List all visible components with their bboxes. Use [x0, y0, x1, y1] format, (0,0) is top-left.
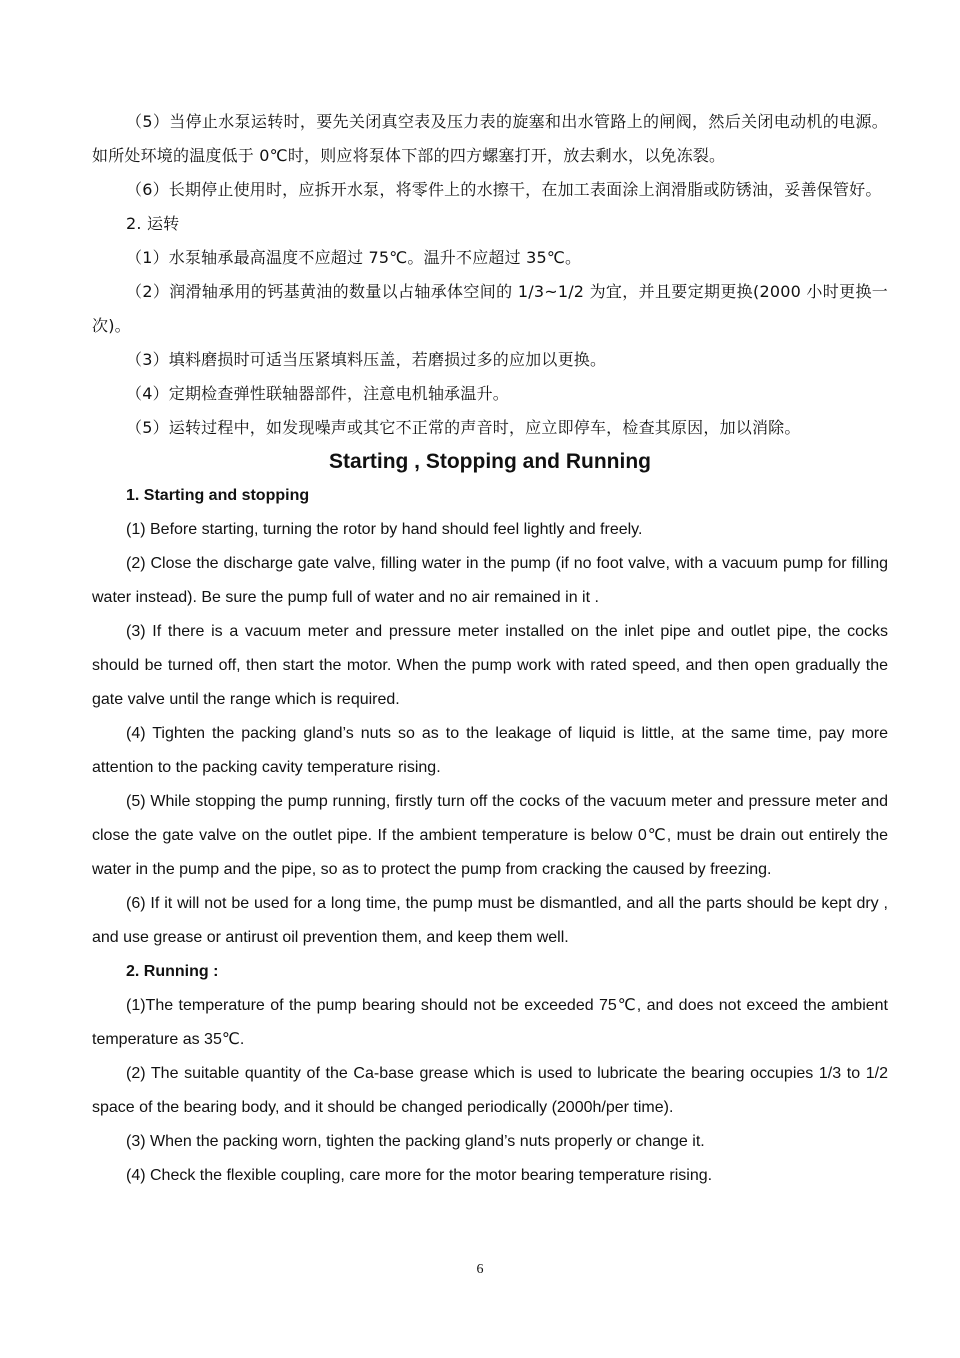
- cn-running-item-1: （1）水泵轴承最高温度不应超过 75℃。温升不应超过 35℃。: [126, 248, 582, 267]
- en-running-item-2: (2) The suitable quantity of the Ca-base grease which is used to lubricate the bearing occupies 1/3 to 1/2 space of the bearing body, and it should be changed periodically (2000h/per time).: [92, 1065, 888, 1116]
- en-running-item-3: (3) When the packing worn, tighten the packing gland’s nuts properly or change it.: [126, 1133, 705, 1150]
- cn-section-heading-running: 2. 运转: [126, 214, 180, 233]
- cn-paragraph-5: （5）当停止水泵运转时，要先关闭真空表及压力表的旋塞和出水管路上的闸阀，然后关闭电动机的电源。如所处环境的温度低于 0℃时，则应将泵体下部的四方螺塞打开，放去剩水，以免冻裂。: [92, 112, 888, 165]
- document-page: [92, 105, 888, 1193]
- en-starting-item-4: (4) Tighten the packing gland’s nuts so as to the leakage of liquid is little, at the same time, pay more attention to the packing cavity temperature rising.: [92, 725, 888, 776]
- en-starting-item-5: (5) While stopping the pump running, firstly turn off the cocks of the vacuum meter and pressure meter and close the gate valve on the outlet pipe. If the ambient temperature is below 0℃, must be drain out entirely the water in the pump and the pipe, so as to protect the pump from cracking the caused by freezing.: [92, 793, 888, 878]
- en-running-item-1: (1)The temperature of the pump bearing should not be exceeded 75℃, and does not exceed the ambient temperature as 35℃.: [92, 997, 888, 1048]
- en-section-heading-starting: 1. Starting and stopping: [126, 487, 310, 504]
- cn-running-item-4: （4）定期检查弹性联轴器部件，注意电机轴承温升。: [126, 384, 509, 403]
- cn-running-item-2: （2）润滑轴承用的钙基黄油的数量以占轴承体空间的 1/3~1/2 为宜，并且要定期更换(2000 小时更换一次)。: [92, 282, 888, 335]
- en-starting-item-2: (2) Close the discharge gate valve, filling water in the pump (if no foot valve, with a vacuum pump for filling water instead). Be sure the pump full of water and no air remained in it .: [92, 555, 888, 606]
- en-starting-item-6: (6) If it will not be used for a long time, the pump must be dismantled, and all the parts should be kept dry , and use grease or antirust oil prevention them, and keep them well.: [92, 895, 888, 946]
- page-number: 6: [476, 1262, 484, 1277]
- en-running-item-4: (4) Check the flexible coupling, care more for the motor bearing temperature rising.: [126, 1167, 713, 1184]
- english-title: Starting , Stopping and Running: [329, 450, 651, 473]
- en-section-heading-running: 2. Running :: [126, 963, 219, 980]
- en-starting-item-1: (1) Before starting, turning the rotor by hand should feel lightly and freely.: [126, 521, 643, 538]
- en-starting-item-3: (3) If there is a vacuum meter and pressure meter installed on the inlet pipe and outlet pipe, the cocks should be turned off, then start the motor. When the pump work with rated speed, and then open gradually the gate valve until the range which is required.: [92, 623, 888, 708]
- cn-running-item-5: （5）运转过程中，如发现噪声或其它不正常的声音时，应立即停车，检查其原因，加以消除。: [126, 418, 801, 437]
- cn-paragraph-6: （6）长期停止使用时，应拆开水泵，将零件上的水擦干，在加工表面涂上润滑脂或防锈油，妥善保管好。: [126, 180, 882, 199]
- cn-running-item-3: （3）填料磨损时可适当压紧填料压盖，若磨损过多的应加以更换。: [126, 350, 607, 369]
